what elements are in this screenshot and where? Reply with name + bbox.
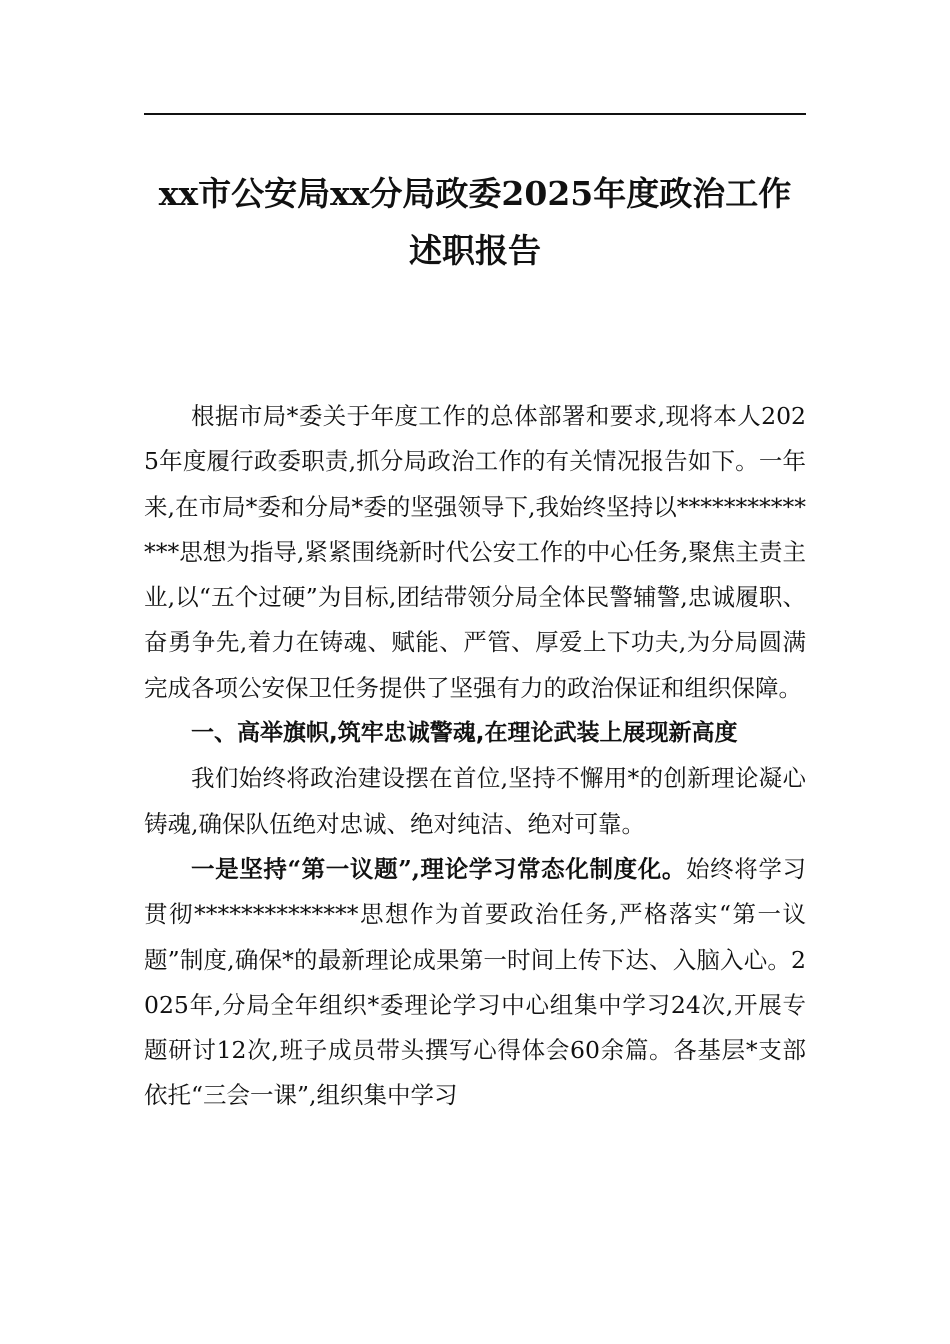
section-1-point-1-paragraph [144, 847, 806, 1119]
section-heading-1: 一、高举旗帜,筑牢忠诚警魂,在理论武装上展现新高度 [191, 720, 738, 747]
point-1-lead: 一是坚持“第一议题”,理论学习常态化制度化。 [191, 854, 686, 883]
intro-paragraph: 根据市局*委关于年度工作的总体部署和要求,现将本人2025年度履行政委职责,抓分局政治工作的有关情况报告如下。一年来,在市局*委和分局*委的坚强领导下,我始终坚持以**************思想为指导,紧紧围绕新时代公安工作的中心任务,聚焦主责主业,以“五个过硬”为目标,团结带领分局全体民警辅警,忠诚履职、奋勇争先,着力在铸魂、赋能、严管、厚爱上下功夫,为分局圆满完成各项公安保卫任务提供了坚强有力的政治保证和组织保障。 [144, 402, 806, 702]
header-rule [144, 113, 806, 115]
document-title: xx市公安局xx分局政委2025年度政治工作述职报告 [158, 174, 792, 270]
document-body [144, 394, 806, 1119]
section-1-intro-paragraph: 我们始终将政治建设摆在首位,坚持不懈用*的创新理论凝心铸魂,确保队伍绝对忠诚、绝对纯洁、绝对可靠。 [144, 764, 806, 838]
point-1-text: 始终将学习贯彻**************思想作为首要政治任务,严格落实“第一议题”制度,确保*的最新理论成果第一时间上传下达、入脑入心。2025年,分局全年组织*委理论学习中心组集中学习24次,开展专题研讨12次,班子成员带头撰写心得体会60余篇。各基层*支部依托“三会一课”,组织集中学习 [144, 854, 807, 1110]
